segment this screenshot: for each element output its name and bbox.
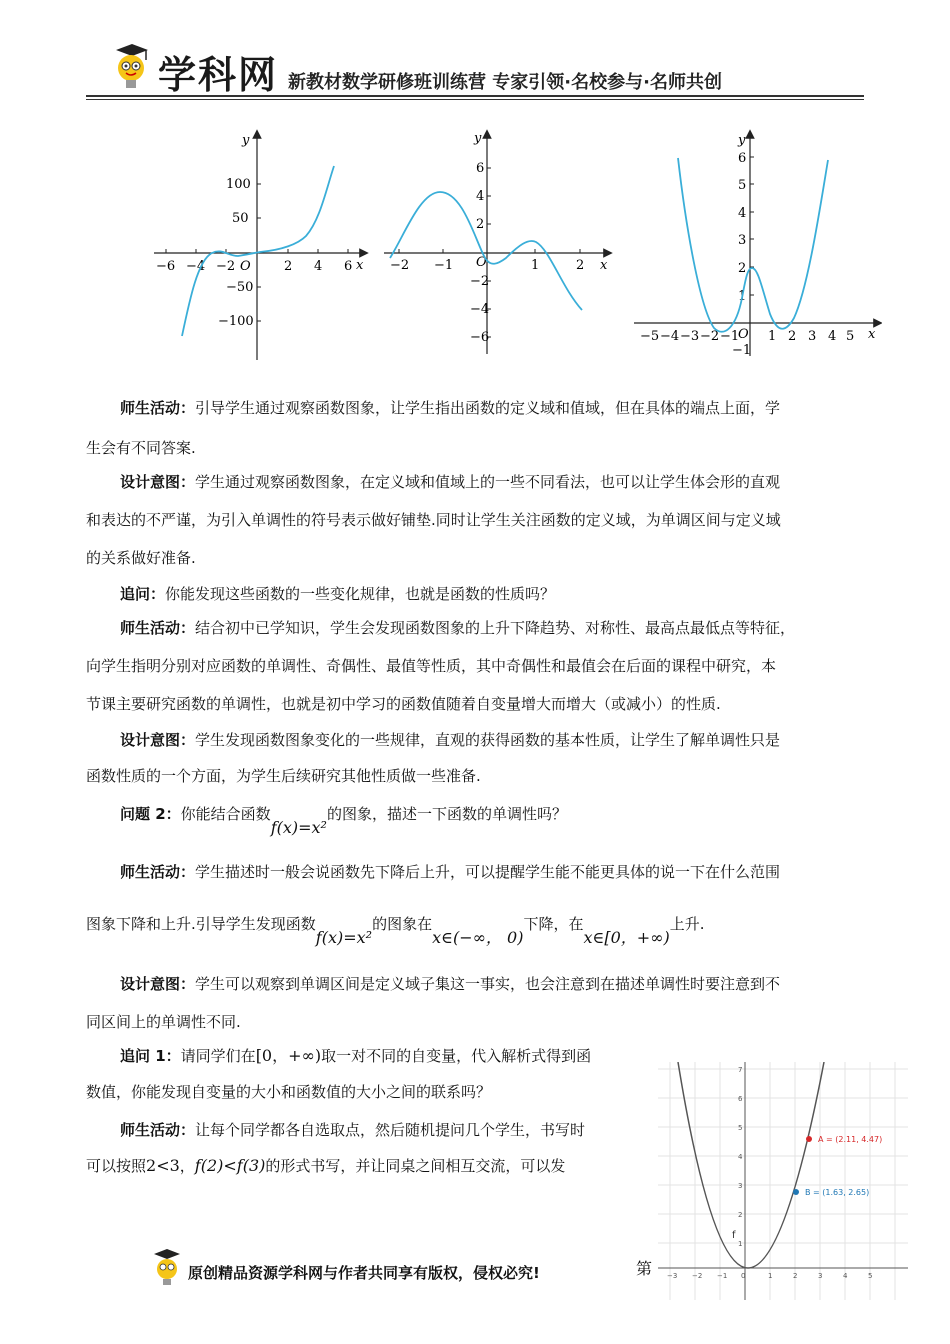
wave-curve [390, 192, 585, 310]
para-text: 可以按照 [86, 1157, 147, 1175]
para-text: 取一对不同的自变量，代入解析式得到函 [321, 1047, 592, 1065]
para-text: 下降，在 [523, 915, 584, 933]
para-text: 的关系做好准备. [86, 549, 196, 567]
para-text: 学生通过观察函数图象，在定义域和值域上的一些不同看法，也可以让学生体会形的直观 [195, 473, 781, 491]
para-text: 同区间上的单调性不同. [86, 1013, 241, 1031]
x-tick: 2 [576, 258, 585, 273]
x-tick: 2 [788, 329, 797, 344]
y-tick: 1 [738, 1240, 743, 1248]
paragraph [120, 804, 567, 837]
y-tick: 5 [738, 1124, 743, 1132]
y-tick: 7 [738, 1066, 743, 1074]
y-tick: 6 [738, 1095, 743, 1103]
brand-name: 学科网 [158, 53, 279, 97]
paragraph [120, 584, 555, 604]
y-label: y [738, 133, 746, 148]
x-tick: −2 [216, 259, 236, 274]
paragraph [120, 974, 780, 994]
graph-w-shape [632, 128, 882, 364]
y-tick: 3 [738, 233, 747, 248]
paragraph [120, 1046, 591, 1066]
y-tick: −100 [218, 314, 254, 329]
x-label: x [868, 327, 876, 342]
x-tick: −5 [640, 329, 660, 344]
header-slogan: 新教材数学研修班训练营 专家引领·名校参与·名师共创 [288, 72, 722, 93]
y-tick: 4 [738, 206, 747, 221]
x-tick: 1 [531, 258, 540, 273]
y-tick: 5 [738, 178, 747, 193]
x-tick: 5 [868, 1272, 873, 1280]
x-tick: 6 [344, 259, 353, 274]
y-tick: 4 [476, 189, 485, 204]
logo [108, 40, 278, 96]
math-expression: 2<3 [146, 1156, 180, 1175]
footer-logo-icon [152, 1248, 182, 1288]
y-tick: −1 [732, 343, 752, 358]
x-tick: −6 [156, 259, 176, 274]
origin-label: O [738, 327, 749, 342]
x-label: x [356, 258, 364, 273]
y-tick: −2 [470, 274, 490, 289]
function-label: f [732, 1230, 736, 1241]
para-label: 设计意图： [120, 975, 196, 993]
para-text: 图象下降和上升.引导学生发现函数 [86, 915, 316, 933]
para-label: 设计意图： [120, 731, 196, 749]
point-a[interactable] [806, 1136, 812, 1142]
origin-label: O [476, 255, 487, 270]
y-label: y [242, 133, 250, 148]
x-tick: −2 [390, 258, 410, 273]
y-tick: 2 [738, 261, 747, 276]
footer-copyright: 原创精品资源学科网与作者共同享有版权，侵权必究! [188, 1264, 540, 1282]
graph-cubic [150, 128, 370, 364]
x-tick: 1 [768, 329, 777, 344]
y-tick: −50 [226, 280, 254, 295]
point-a-label: A = (2.11, 4.47) [818, 1135, 883, 1144]
math-expression: [0，+∞) [255, 1046, 322, 1065]
x-tick: 1 [768, 1272, 773, 1280]
para-text: 你能发现这些函数的一些变化规律，也就是函数的性质吗？ [165, 585, 556, 603]
paragraph [120, 398, 780, 418]
y-tick: 6 [738, 151, 747, 166]
para-text: 的形式书写，并让同桌之间相互交流，可以发 [265, 1157, 566, 1175]
para-text: 结合初中已学知识，学生会发现函数图象的上升下降趋势、对称性、最高点最低点等特征， [195, 619, 796, 637]
paragraph [86, 1156, 565, 1176]
para-text: 请同学们在 [180, 1047, 256, 1065]
x-label: x [600, 258, 608, 273]
header-divider [86, 95, 864, 97]
paragraph [120, 618, 795, 638]
para-text: 和表达的不严谨，为引入单调性的符号表示做好铺垫.同时让学生关注函数的定义域，为单调区间与定义域 [86, 511, 781, 529]
math-expression: x∈(−∞， 0) [432, 928, 524, 947]
para-label: 问题 2： [120, 805, 181, 823]
math-expression: f(x)=x² [315, 928, 373, 947]
x-tick: −1 [720, 329, 740, 344]
x-tick: 2 [793, 1272, 798, 1280]
y-tick: 3 [738, 1182, 743, 1190]
para-label: 师生活动： [120, 399, 196, 417]
logo-bulb-icon [112, 42, 150, 92]
y-tick: 100 [226, 177, 251, 192]
x-tick: −2 [700, 329, 720, 344]
para-label: 师生活动： [120, 619, 196, 637]
para-text: 上升. [669, 915, 705, 933]
parabola-curve [678, 1062, 824, 1268]
para-text: 函数性质的一个方面，为学生后续研究其他性质做一些准备. [86, 767, 481, 785]
y-tick: −6 [470, 330, 490, 345]
para-label: 师生活动： [120, 1121, 196, 1139]
paragraph [120, 862, 780, 882]
header-divider-thin [86, 99, 864, 100]
x-tick: −2 [692, 1272, 703, 1280]
x-tick: −1 [717, 1272, 728, 1280]
para-text: 向学生指明分别对应函数的单调性、奇偶性、最值等性质，其中奇偶性和最值会在后面的课程中研究，本 [86, 657, 777, 675]
x-tick: 5 [846, 329, 855, 344]
point-b[interactable] [793, 1189, 799, 1195]
point-b-label: B = (1.63, 2.65) [805, 1188, 870, 1197]
y-tick: −4 [470, 302, 490, 317]
x-tick: 4 [314, 259, 323, 274]
para-text: 节课主要研究函数的单调性，也就是初中学习的函数值随着自变量增大而增大（或减小）的性质. [86, 695, 721, 713]
page-number: 第 [636, 1259, 653, 1278]
para-text: 引导学生通过观察函数图象，让学生指出函数的定义域和值域，但在具体的端点上面，学 [195, 399, 781, 417]
para-text: 生会有不同答案. [86, 439, 196, 457]
para-label: 追问： [120, 585, 166, 603]
cubic-curve [182, 166, 334, 336]
paragraph [120, 472, 780, 492]
graph-wave [382, 128, 614, 358]
parabola-graph [658, 1062, 908, 1300]
math-expression: f(x)=x² [270, 818, 327, 837]
x-tick: −4 [660, 329, 680, 344]
x-tick: 2 [284, 259, 293, 274]
para-label: 师生活动： [120, 863, 196, 881]
para-label: 设计意图： [120, 473, 196, 491]
y-tick: 2 [738, 1211, 743, 1219]
para-text: ， [179, 1157, 195, 1175]
y-tick: 4 [738, 1153, 743, 1161]
paragraph [120, 730, 780, 750]
para-text: 学生描述时一般会说函数先下降后上升，可以提醒学生能不能更具体的说一下在什么范围 [195, 863, 781, 881]
math-expression: x∈[0，+∞) [583, 928, 670, 947]
para-text: 让每个同学都各自选取点，然后随机提问几个学生，书写时 [195, 1121, 586, 1139]
y-tick: 2 [476, 217, 485, 232]
para-text: 学生可以观察到单调区间是定义域子集这一事实，也会注意到在描述单调性时要注意到不 [195, 975, 781, 993]
y-tick: 6 [476, 161, 485, 176]
para-label: 追问 1： [120, 1047, 181, 1065]
x-tick: 4 [828, 329, 837, 344]
para-text: 你能结合函数 [180, 805, 271, 823]
para-text: 的图象在 [372, 915, 433, 933]
paragraph [120, 1120, 585, 1140]
origin-label: O [240, 259, 251, 274]
y-tick: 1 [738, 289, 747, 304]
para-text: 学生发现函数图象变化的一些规律，直观的获得函数的基本性质，让学生了解单调性只是 [195, 731, 781, 749]
x-tick: −3 [667, 1272, 678, 1280]
x-tick: 0 [741, 1272, 746, 1280]
para-text: 数值，你能发现自变量的大小和函数值的大小之间的联系吗？ [86, 1083, 492, 1101]
math-expression: f(2)<f(3) [194, 1156, 266, 1175]
y-tick: 50 [232, 211, 249, 226]
x-tick: −4 [186, 259, 206, 274]
paragraph [86, 914, 705, 947]
x-tick: −3 [680, 329, 700, 344]
y-label: y [474, 131, 482, 146]
para-text: 的图象，描述一下函数的单调性吗？ [326, 805, 567, 823]
x-tick: −1 [434, 258, 454, 273]
x-tick: 3 [818, 1272, 823, 1280]
x-tick: 3 [808, 329, 817, 344]
x-tick: 4 [843, 1272, 848, 1280]
